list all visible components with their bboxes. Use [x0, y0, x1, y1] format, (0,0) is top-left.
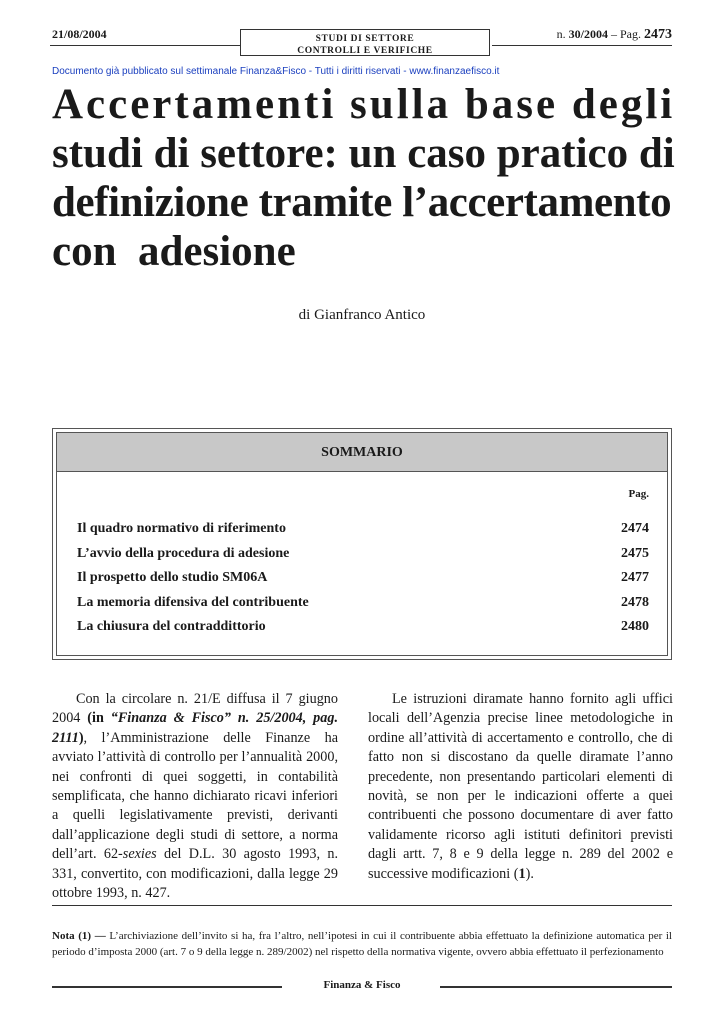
summary-item[interactable]: [77, 615, 649, 640]
footnote-reference[interactable]: 1: [518, 865, 526, 882]
issue-number: 30/2004: [568, 27, 608, 41]
text-run: Le istruzioni diramate hanno fornito agli uffici locali dell’Agenzia precise linee metodologiche in ordine all’attività di accertamento e controllo, che di fatto non si discostano da quelle diramate l’anno precedente, non presentando particolari elementi di novità, se non per le indicazioni offerte a quei contribuenti che possono documentare di aver fatto validamente ricorso agli istituti definitori previsti dagli artt. 7, 8 e 9 della legge n. 289 del 2002 e successive modificazioni (: [368, 691, 673, 882]
header-rule-right: [492, 45, 672, 46]
summary-item[interactable]: [77, 542, 649, 567]
italic-term: sexies: [122, 846, 157, 863]
issue-prefix: n.: [556, 27, 566, 41]
body-column-right: [368, 690, 673, 884]
summary-item-page: 2475: [621, 545, 649, 561]
text-run: Con la circolare n. 21/E diffusa il 7 giugno 2004: [52, 691, 338, 727]
citation-close: ): [78, 729, 84, 746]
summary-item-label: La memoria difensiva del contribuente: [77, 594, 309, 610]
summary-list: [77, 517, 649, 640]
author-byline: di Gianfranco Antico: [298, 307, 426, 323]
summary-box: [52, 428, 672, 660]
text-run: ).: [525, 865, 534, 882]
footer-publication: Finanza & Fisco: [323, 979, 401, 991]
summary-item-label: Il quadro normativo di riferimento: [77, 521, 286, 536]
summary-item-label: L’avvio della procedura di adesione: [77, 545, 290, 561]
summary-item[interactable]: [77, 517, 649, 542]
body-column-left: [52, 690, 338, 903]
summary-item-page: 2478: [621, 594, 649, 610]
header-rule-left: [50, 45, 240, 46]
summary-item-page: 2477: [621, 570, 649, 585]
article-title: [52, 80, 682, 276]
summary-item-label: La chiusura del contraddittorio: [77, 619, 266, 634]
copyright-notice: Documento già pubblicato sul settimanale Finanza&Fisco - Tutti i diritti riservati - www.finanzaefisco.it: [52, 66, 500, 77]
header-date: 21/08/2004: [52, 27, 107, 41]
title-line-3: definizione tramite l’accertamento: [52, 179, 672, 226]
title-line-4: con adesione: [52, 228, 296, 275]
page-label: Pag.: [620, 27, 641, 41]
footnote: [52, 929, 672, 960]
section-line-2: CONTROLLI E VERIFICHE: [297, 46, 433, 56]
footnote-text: L’archiviazione dell’invito si ha, fra l’altro, nell’ipotesi in cui il contribuente abbia effettuato la definizione automatica per il periodo d’imposta 2000 (art. 7 o 9 della legge n. 289/2002) nel rispetto della normativa vigente, ovvero abbia effettuato il perfezionamento: [52, 930, 672, 958]
issue-separator: –: [611, 27, 617, 41]
summary-item-page: 2480: [621, 619, 649, 634]
footnote-rule: [52, 905, 672, 906]
body-paragraph: [368, 690, 673, 884]
summary-item[interactable]: [77, 566, 649, 591]
citation-open: (in: [87, 710, 111, 727]
text-run: , l’Amministrazione delle Finanze ha avviato l’attività di controllo per l’annualità 2000, nei confronti di quei soggetti, in contabilità semplificata, che hanno dichiarato ricavi inferiori a quelli legislativamente previsti, derivanti dall’applicazione degli studi di settore, a norma dell’art. 62-: [52, 729, 338, 863]
page-number: 2473: [644, 27, 672, 42]
text-run: del D.L. 30 agosto 1993, n. 331, convertito, con modificazioni, dalla legge 29 ottobre 1993, n. 427.: [52, 846, 339, 902]
summary-item-label: Il prospetto dello studio SM06A: [77, 570, 268, 585]
footnote-label: Nota (1) —: [52, 930, 106, 942]
section-line-1: STUDI DI SETTORE: [315, 34, 415, 44]
section-box: [240, 29, 490, 56]
issue-info: [557, 27, 672, 43]
summary-page-column-label: Pag.: [628, 488, 649, 500]
body-paragraph: [52, 690, 338, 903]
summary-heading: SOMMARIO: [57, 433, 667, 472]
summary-inner: [56, 432, 668, 656]
summary-item[interactable]: [77, 591, 649, 616]
citation-source: “Finanza & Fisco” n. 25/2004, pag. 2111: [52, 710, 338, 746]
summary-item-page: 2474: [621, 521, 649, 536]
title-line-1: Accertamenti sulla base degli: [52, 81, 676, 128]
title-line-2: studi di settore: un caso pratico di: [52, 130, 675, 177]
